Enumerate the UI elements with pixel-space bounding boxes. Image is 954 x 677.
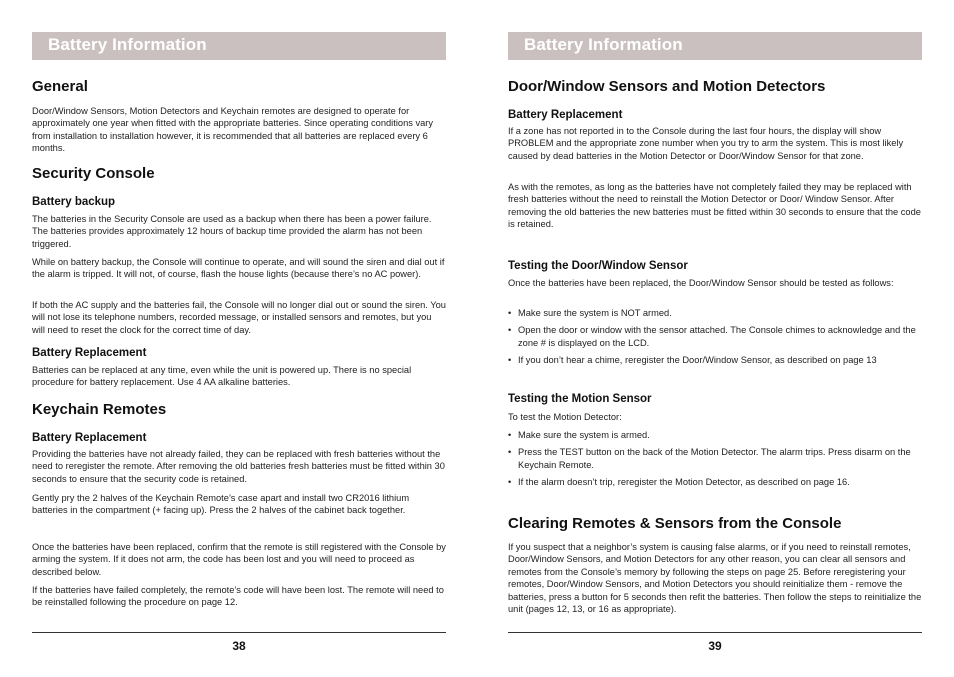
list-item: • Make sure the system is NOT armed. <box>508 308 672 318</box>
sensors-paragraph-2: As with the remotes, as long as the batteries have not completely failed they may be replaced with fresh batteries without the need to reinstall the Motion Detector or Door/ Window Sensor. After removing the old batteries the new batteries must be fitted within 30 seconds to ensure that the code is retained. <box>508 182 921 230</box>
keychain-paragraph-4: If the batteries have failed completely, the remote’s code will have been lost. The remote will need to be reinstalled following the procedure on page 12. <box>32 585 444 608</box>
keychain-remotes-heading: Keychain Remotes <box>32 401 167 418</box>
right-page <box>508 0 922 677</box>
keychain-battery-replacement-heading: Battery Replacement <box>32 432 147 444</box>
list-item-text: If the alarm doesn’t trip, reregister the Motion Detector, as described on page 16. <box>518 477 850 488</box>
left-banner-title: Battery Information <box>48 35 207 54</box>
keychain-paragraph-1: Providing the batteries have not already failed, they can be replaced with fresh batteries without the need to reregister the remote. After removing the old batteries fresh batteries must be fitted within 30 seconds to ensure that the security code is retained. <box>32 449 445 484</box>
clearing-heading: Clearing Remotes & Sensors from the Console <box>508 515 842 532</box>
battery-backup-paragraph-3: If both the AC supply and the batteries fail, the Console will no longer dial out or sound the siren. You will not lose its telephone numbers, recorded message, or installed sensors and remotes, but you will need to reset the clock for the correct time of day. <box>32 300 446 335</box>
right-footer-rule <box>508 632 922 633</box>
list-item-text: Press the TEST button on the back of the Motion Detector. The alarm trips. Press disarm on the Keychain Remote. <box>518 447 911 470</box>
list-item: • Make sure the system is armed. <box>508 430 650 440</box>
battery-backup-heading: Battery backup <box>32 196 116 208</box>
left-banner <box>32 32 446 60</box>
battery-backup-paragraph-1: The batteries in the Security Console are used as a backup when there has been a power failure. The batteries provides approximately 12 hours of backup time provided the alarm has not been triggered. <box>32 214 432 249</box>
security-console-heading: Security Console <box>32 165 155 182</box>
battery-backup-paragraph-2: While on battery backup, the Console will continue to operate, and will sound the siren and dial out if the alarm is tripped. It will not, of course, flash the house lights (because there’s no AC power). <box>32 257 445 280</box>
left-page-number: 38 <box>232 639 246 653</box>
right-page-number: 39 <box>708 639 722 653</box>
testing-door-window-heading: Testing the Door/Window Sensor <box>508 260 688 272</box>
right-banner <box>508 32 922 60</box>
list-item: • Open the door or window with the sensor attached. The Console chimes to acknowledge and the zone # is displayed on the LCD. <box>508 325 916 348</box>
list-item-text: Make sure the system is NOT armed. <box>518 308 672 318</box>
testing-motion-heading: Testing the Motion Sensor <box>508 393 652 405</box>
list-item: • Press the TEST button on the back of the Motion Detector. The alarm trips. Press disarm on the Keychain Remote. <box>508 447 911 470</box>
sensors-paragraph-1: If a zone has not reported in to the Console during the last four hours, the display will show PROBLEM and the appropriate zone number when you try to arm the system. This is most likely caused by dead batteries in the Motion Detector or Door/Window Sensor for that zone. <box>508 126 904 161</box>
left-page <box>32 0 446 677</box>
testing-door-window-intro: Once the batteries have been replaced, the Door/Window Sensor should be tested as follows: <box>508 278 894 288</box>
testing-door-window-steps <box>508 307 922 372</box>
console-battery-replacement-heading: Battery Replacement <box>32 347 147 359</box>
left-footer-rule <box>32 632 446 633</box>
list-item-text: Open the door or window with the sensor attached. The Console chimes to acknowledge and the zone # is displayed on the LCD. <box>518 325 916 348</box>
sensors-battery-replacement-heading: Battery Replacement <box>508 109 623 121</box>
general-heading: General <box>32 78 88 95</box>
list-item-text: If you don’t hear a chime, reregister the Door/Window Sensor, as described on page 13 <box>518 355 877 366</box>
list-item: • If the alarm doesn’t trip, reregister the Motion Detector, as described on page 16. <box>508 477 850 488</box>
testing-motion-steps <box>508 429 922 494</box>
list-item-text: Make sure the system is armed. <box>518 430 650 440</box>
list-item: • If you don’t hear a chime, reregister the Door/Window Sensor, as described on page 13 <box>508 355 877 366</box>
general-paragraph: Door/Window Sensors, Motion Detectors and Keychain remotes are designed to operate for approximately one year when fitted with the appropriate batteries. Since operating conditions vary from installation to installation however, it is recommended that all batteries are replaced every 6 months. <box>32 106 434 154</box>
keychain-paragraph-2: Gently pry the 2 halves of the Keychain Remote’s case apart and install two CR2016 lithium batteries in the compartment (+ facing up). Press the 2 halves of the cabinet back together. <box>32 493 410 516</box>
right-banner-title: Battery Information <box>524 35 683 54</box>
console-battery-replacement-paragraph: Batteries can be replaced at any time, even while the unit is powered up. There is no special procedure for battery replacement. Use 4 AA alkaline batteries. <box>32 365 412 388</box>
keychain-paragraph-3: Once the batteries have been replaced, confirm that the remote is still registered with the Console by arming the system. If it does not arm, the code has been lost and you will need to proceed as described below. <box>32 542 446 577</box>
sensors-heading: Door/Window Sensors and Motion Detectors <box>508 78 826 95</box>
clearing-paragraph: If you suspect that a neighbor’s system is causing false alarms, or if you need to reinstall remotes, Door/Window Sensors, and Motion Detectors for any other reason, you can clear all sensors and remotes from the Console’s memory by following the steps on page 25. Before reregistering your remotes, Door/Window Sensors, and Motion Detectors you should reinitialize them - remove the batteries, press a button for 5 seconds then refit the batteries. Then follow the steps to reinitialize the unit (pages 12, 13, or 16 as appropriate). <box>508 542 922 615</box>
testing-motion-intro: To test the Motion Detector: <box>508 412 622 422</box>
